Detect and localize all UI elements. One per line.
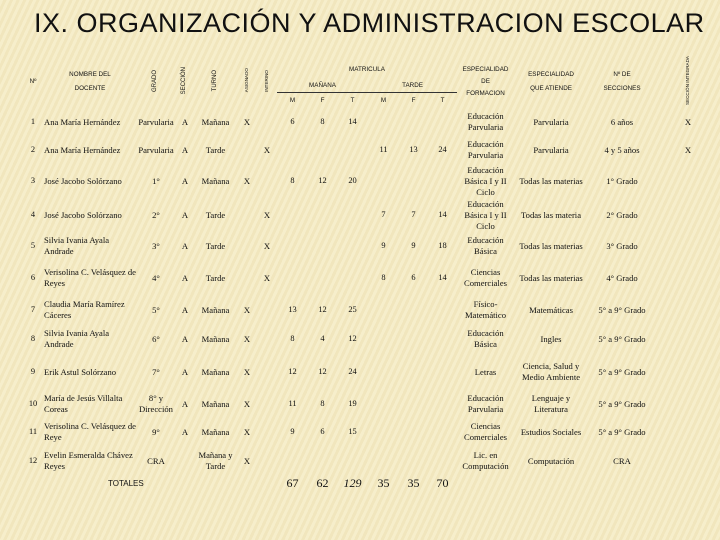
assigned-mark: X	[243, 116, 251, 127]
table-row	[22, 136, 720, 164]
interim-mark	[257, 108, 277, 136]
total-manana-m: 67	[286, 476, 299, 491]
morning-male	[277, 198, 308, 232]
grade: 5°	[152, 304, 160, 315]
attended-specialty: Ingles	[540, 333, 562, 344]
row-number: 11	[28, 426, 38, 436]
grade: Parvularia	[138, 144, 174, 155]
shift: Mañana	[201, 366, 230, 377]
training-specialty: Educación Básica	[467, 235, 504, 257]
morning-female	[308, 260, 337, 296]
shift: Mañana	[201, 116, 230, 127]
afternoon-female	[399, 354, 428, 390]
training-specialty: Ciencias Comerciales	[464, 267, 507, 289]
shift: Tarde	[205, 240, 226, 251]
morning-female: 4	[320, 333, 325, 343]
header-nsecciones: Nº DE SECCIONES	[603, 71, 641, 92]
afternoon-male	[368, 108, 399, 136]
row-number: 7	[30, 304, 36, 314]
interim-mark	[257, 296, 277, 324]
total-tarde-m: 35	[377, 476, 390, 491]
teacher-name: María de Jesús Villalta Coreas	[44, 393, 123, 415]
morning-total	[337, 260, 368, 296]
afternoon-male	[368, 324, 399, 354]
grade: 1°	[152, 175, 160, 186]
afternoon-female: 9	[411, 240, 416, 250]
teacher-name: José Jacobo Solórzano	[44, 209, 122, 220]
morning-male: 8	[290, 333, 295, 343]
header-nombre-line1: NOMBRE DEL	[69, 70, 111, 78]
morning-female: 8	[320, 116, 325, 126]
total-manana-t: 129	[343, 476, 362, 491]
attended-specialty: Todas las materias	[519, 272, 583, 283]
afternoon-female	[399, 390, 428, 418]
assigned-mark: X	[243, 366, 251, 377]
integrated-mark	[656, 446, 720, 476]
training-specialty: Educación Básica I y II Ciclo	[464, 164, 507, 197]
section: A	[181, 272, 189, 283]
afternoon-female	[399, 108, 428, 136]
section: A	[181, 304, 189, 315]
row-number: 12	[28, 455, 38, 465]
sections: 3° Grado	[606, 240, 638, 251]
teacher-name: Verisolina C. Velásquez de Reyes	[44, 267, 136, 289]
afternoon-male	[368, 446, 399, 476]
section: A	[181, 240, 189, 251]
afternoon-total: 14	[438, 209, 447, 219]
interim-mark	[257, 446, 277, 476]
sections: 5° a 9° Grado	[598, 426, 646, 437]
training-specialty: Físico-Matemático	[464, 299, 507, 321]
teacher-name: Verisolina C. Velásquez de Reye	[44, 421, 136, 443]
row-number: 9	[30, 366, 36, 376]
afternoon-total	[428, 418, 457, 446]
table-row	[22, 232, 720, 260]
table-row	[22, 324, 720, 354]
grade: 2°	[152, 209, 160, 220]
header-grado: GRADO	[152, 69, 159, 92]
grade: 6°	[152, 333, 160, 344]
total-tarde-f: 35	[407, 476, 420, 491]
training-specialty: Educación Básica I y II Ciclo	[464, 198, 507, 231]
afternoon-female	[399, 446, 428, 476]
header-manana: MAÑANA	[277, 80, 368, 93]
integrated-mark	[656, 324, 720, 354]
sections: 5° a 9° Grado	[598, 304, 646, 315]
header-matricula: MATRICULA	[349, 66, 385, 73]
assigned-mark	[237, 198, 257, 232]
interim-mark: X	[263, 209, 271, 220]
afternoon-female	[399, 164, 428, 198]
interim-mark: X	[263, 144, 271, 155]
afternoon-male	[368, 354, 399, 390]
morning-male	[277, 260, 308, 296]
header-manana-f: F	[320, 96, 325, 104]
shift: Mañana	[201, 175, 230, 186]
teacher-name: Silvia Ivania Ayala Andrade	[44, 235, 110, 257]
afternoon-female	[399, 418, 428, 446]
teacher-name: Erik Astul Solórzano	[44, 366, 117, 377]
row-number: 4	[30, 209, 36, 219]
teacher-name: Evelin Esmeralda Chávez Reyes	[44, 450, 133, 472]
integrated-mark	[656, 296, 720, 324]
integrated-mark	[656, 232, 720, 260]
afternoon-total: 18	[438, 240, 447, 250]
attended-specialty: Estudios Sociales	[520, 426, 582, 437]
attended-specialty: Lenguaje y Literatura	[531, 393, 571, 415]
row-number: 5	[30, 240, 36, 250]
training-specialty: Educación Parvularia	[467, 393, 504, 415]
header-integrada: SECCIÓN INTEGRADA	[685, 56, 691, 106]
table-row	[22, 354, 720, 390]
afternoon-male	[368, 164, 399, 198]
morning-total: 12	[348, 333, 357, 343]
row-number: 10	[28, 398, 38, 408]
shift: Tarde	[205, 209, 226, 220]
integrated-mark	[656, 260, 720, 296]
afternoon-total	[428, 324, 457, 354]
header-tarde-t: T	[440, 96, 445, 104]
morning-male	[277, 136, 308, 164]
morning-female: 12	[318, 366, 327, 376]
training-specialty: Ciencias Comerciales	[464, 421, 507, 443]
integrated-mark	[656, 418, 720, 446]
afternoon-total	[428, 296, 457, 324]
row-number: 8	[30, 333, 36, 343]
attended-specialty: Parvularia	[533, 144, 569, 155]
interim-mark	[257, 418, 277, 446]
header-tarde: TARDE	[368, 80, 457, 93]
assigned-mark: X	[243, 455, 251, 466]
morning-total: 25	[348, 304, 357, 314]
page-title: IX. ORGANIZACIÓN Y ADMINISTRACION ESCOLAR	[34, 8, 705, 38]
header-interino: INTERINO	[264, 69, 270, 92]
grade: Parvularia	[138, 116, 174, 127]
interim-mark	[257, 324, 277, 354]
assigned-mark	[237, 232, 257, 260]
sections: 4 y 5 años	[604, 144, 640, 155]
afternoon-female: 7	[411, 209, 416, 219]
assigned-mark	[237, 260, 257, 296]
morning-female: 6	[320, 426, 325, 436]
afternoon-total	[428, 164, 457, 198]
section: A	[181, 175, 189, 186]
sections: 2° Grado	[606, 209, 638, 220]
sections: 1° Grado	[606, 175, 638, 186]
morning-female: 8	[320, 398, 325, 408]
section: A	[181, 116, 189, 127]
header-turno: TURNO	[211, 69, 218, 92]
interim-mark	[257, 164, 277, 198]
afternoon-male: 7	[381, 209, 386, 219]
section	[176, 446, 194, 476]
sections: 5° a 9° Grado	[598, 333, 646, 344]
table-row	[22, 446, 720, 476]
attended-specialty: Matemáticas	[529, 304, 573, 315]
grade: 3°	[152, 240, 160, 251]
teacher-name: Ana María Hernández	[44, 144, 121, 155]
interim-mark: X	[263, 240, 271, 251]
morning-total	[337, 136, 368, 164]
morning-male	[277, 232, 308, 260]
afternoon-male	[368, 296, 399, 324]
section: A	[181, 209, 189, 220]
afternoon-male	[368, 418, 399, 446]
afternoon-total: 14	[438, 272, 447, 282]
sections: 6 años	[610, 116, 634, 127]
training-specialty: Educación Parvularia	[467, 139, 504, 161]
organization-table	[22, 56, 720, 492]
assigned-mark	[237, 136, 257, 164]
interim-mark	[257, 354, 277, 390]
row-number: 3	[30, 175, 36, 185]
grade: 7°	[152, 366, 160, 377]
attended-specialty: Parvularia	[533, 116, 569, 127]
morning-total: 15	[348, 426, 357, 436]
morning-male: 12	[288, 366, 297, 376]
header-esp-formacion: ESPECIALIDAD DE FORMACION	[462, 66, 509, 97]
morning-female	[308, 136, 337, 164]
teacher-name: José Jacobo Solórzano	[44, 175, 122, 186]
header-tarde-f: F	[411, 96, 416, 104]
grade: CRA	[147, 455, 165, 466]
assigned-mark: X	[243, 398, 251, 409]
table-row	[22, 108, 720, 136]
afternoon-female: 13	[409, 144, 418, 154]
morning-female	[308, 198, 337, 232]
teacher-name: Ana María Hernández	[44, 116, 121, 127]
morning-female	[308, 232, 337, 260]
attended-specialty: Todas las materia	[521, 209, 582, 220]
shift: Mañana y Tarde	[198, 450, 233, 472]
sections: 5° a 9° Grado	[598, 366, 646, 377]
morning-male: 8	[290, 175, 295, 185]
shift: Mañana	[201, 398, 230, 409]
assigned-mark: X	[243, 304, 251, 315]
shift: Mañana	[201, 304, 230, 315]
table-row	[22, 164, 720, 198]
morning-total: 20	[348, 175, 357, 185]
afternoon-male: 8	[381, 272, 386, 282]
morning-female	[308, 446, 337, 476]
morning-total: 24	[348, 366, 357, 376]
shift: Tarde	[205, 272, 226, 283]
attended-specialty: Ciencia, Salud y Medio Ambiente	[522, 361, 581, 383]
morning-total	[337, 198, 368, 232]
training-specialty: Educación Parvularia	[467, 111, 504, 133]
training-specialty: Educación Básica	[467, 328, 504, 350]
header-manana-m: M	[289, 96, 296, 104]
afternoon-female: 6	[411, 272, 416, 282]
integrated-mark	[656, 164, 720, 198]
afternoon-female	[399, 324, 428, 354]
training-specialty: Lic. en Computación	[462, 450, 509, 472]
afternoon-male	[368, 390, 399, 418]
table-row	[22, 198, 720, 232]
shift: Mañana	[201, 426, 230, 437]
section: A	[181, 333, 189, 344]
section: A	[181, 398, 189, 409]
header-nombre	[44, 56, 136, 108]
afternoon-total: 24	[438, 144, 447, 154]
sections: 5° a 9° Grado	[598, 398, 646, 409]
section: A	[181, 426, 189, 437]
morning-total: 19	[348, 398, 357, 408]
attended-specialty: Todas las materias	[519, 240, 583, 251]
attended-specialty: Todas las materias	[519, 175, 583, 186]
header-no: Nº	[29, 77, 37, 85]
integrated-mark	[656, 198, 720, 232]
header-nombre-line2: DOCENTE	[74, 85, 106, 92]
sections: 4° Grado	[606, 272, 638, 283]
total-manana-f: 62	[316, 476, 329, 491]
sections: CRA	[613, 455, 631, 466]
header-manana-t: T	[350, 96, 355, 104]
section: A	[181, 144, 189, 155]
integrated-mark	[656, 390, 720, 418]
morning-total	[337, 446, 368, 476]
header-esp-atiende: ESPECIALIDAD QUE ATIENDE	[528, 71, 574, 92]
afternoon-total	[428, 390, 457, 418]
afternoon-male: 9	[381, 240, 386, 250]
afternoon-total	[428, 446, 457, 476]
shift: Mañana	[201, 333, 230, 344]
morning-female: 12	[318, 175, 327, 185]
grade: 4°	[152, 272, 160, 283]
header-seccion: SECCIÓN	[181, 66, 188, 95]
table-row	[22, 418, 720, 446]
row-number: 2	[30, 144, 36, 154]
row-number: 6	[30, 272, 36, 282]
morning-male: 6	[290, 116, 295, 126]
grade: 8° y Dirección	[139, 393, 173, 415]
morning-male: 11	[288, 398, 297, 408]
morning-male: 13	[288, 304, 297, 314]
integrated-mark	[656, 354, 720, 390]
interim-mark	[257, 390, 277, 418]
interim-mark: X	[263, 272, 271, 283]
assigned-mark: X	[243, 175, 251, 186]
totals-label: TOTALES	[108, 478, 144, 488]
table-row	[22, 390, 720, 418]
training-specialty: Letras	[474, 366, 497, 377]
teacher-name: Silvia Ivania Ayala Andrade	[44, 328, 110, 350]
afternoon-total	[428, 108, 457, 136]
afternoon-total	[428, 354, 457, 390]
morning-total: 14	[348, 116, 357, 126]
afternoon-male: 11	[379, 144, 388, 154]
shift: Tarde	[205, 144, 226, 155]
table-row	[22, 260, 720, 296]
integrated-mark: X	[684, 116, 692, 127]
grade: 9°	[152, 426, 160, 437]
row-number: 1	[30, 116, 36, 126]
morning-total	[337, 232, 368, 260]
header-asignado: ASIGNADO	[244, 68, 250, 93]
attended-specialty: Computación	[527, 455, 575, 466]
total-tarde-t: 70	[436, 476, 449, 491]
morning-female: 12	[318, 304, 327, 314]
teacher-name: Claudia María Ramírez Cáceres	[44, 299, 125, 321]
integrated-mark: X	[684, 144, 692, 155]
assigned-mark: X	[243, 426, 251, 437]
morning-male: 9	[290, 426, 295, 436]
assigned-mark: X	[243, 333, 251, 344]
afternoon-female	[399, 296, 428, 324]
header-tarde-m: M	[380, 96, 387, 104]
morning-male	[277, 446, 308, 476]
table-row	[22, 296, 720, 324]
section: A	[181, 366, 189, 377]
